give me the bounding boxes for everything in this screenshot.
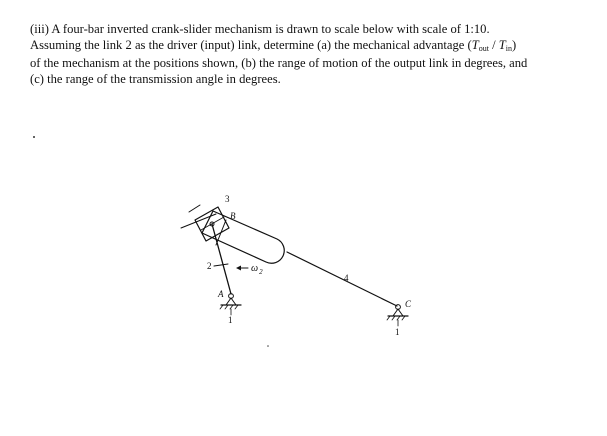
link-3-leader bbox=[189, 205, 200, 212]
label-ground-A: 1 bbox=[228, 315, 233, 325]
omega-arrow-head bbox=[236, 266, 241, 271]
omega-symbol: ω bbox=[251, 263, 259, 274]
label-link-3: 3 bbox=[225, 194, 230, 204]
problem-text: (c) the range of the transmission angle in degrees. bbox=[30, 71, 281, 86]
problem-text: ) bbox=[511, 37, 517, 52]
ratio-slash: / bbox=[488, 37, 499, 52]
label-omega bbox=[251, 263, 263, 276]
torque-out-subscript: out bbox=[478, 43, 489, 53]
link-2-tick bbox=[214, 264, 228, 266]
pivot-C-leg bbox=[393, 309, 398, 316]
stray-mark bbox=[267, 345, 269, 347]
pivot-A-leg bbox=[226, 298, 231, 305]
link-4-rod bbox=[287, 252, 397, 306]
torque-in-symbol: T bbox=[498, 37, 506, 52]
link-4-slot bbox=[202, 211, 284, 263]
problem-text: (iii) A four-bar inverted crank-slider mechanism is drawn to scale below with scale of 1:10. bbox=[30, 22, 490, 36]
pivot-A-leg bbox=[231, 298, 236, 305]
problem-text: of the mechanism at the positions shown, (b) the range of motion of the output link in degrees, and bbox=[30, 56, 528, 70]
torque-in-subscript: in bbox=[505, 43, 512, 53]
label-link-2: 2 bbox=[207, 261, 212, 271]
label-A: A bbox=[218, 289, 224, 299]
link-2-crank bbox=[212, 224, 231, 294]
label-C: C bbox=[405, 299, 412, 309]
omega-subscript: 2 bbox=[259, 268, 263, 276]
torque-out-symbol: T bbox=[471, 37, 479, 52]
label-B: B bbox=[230, 211, 236, 221]
label-ground-C: 1 bbox=[395, 327, 400, 337]
problem-text: Assuming the link 2 as the driver (input) link, determine (a) the mechanical advantage ( bbox=[30, 37, 472, 52]
pivot-C-leg bbox=[398, 309, 403, 316]
label-link-4: 4 bbox=[344, 273, 349, 283]
